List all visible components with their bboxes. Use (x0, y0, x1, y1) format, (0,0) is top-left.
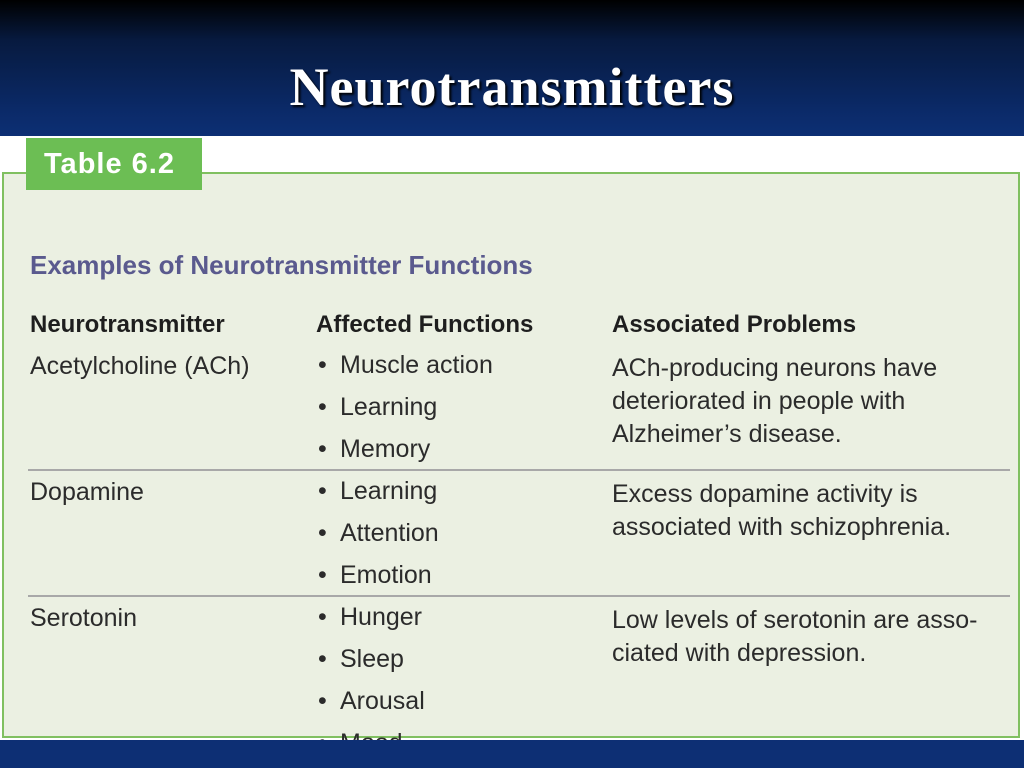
neurotransmitter-name: Dopamine (30, 478, 144, 506)
functions-list (318, 350, 493, 476)
header-affected-functions: Affected Functions (316, 311, 534, 338)
bullet-icon: • (318, 687, 327, 715)
function-item: • Emotion (318, 561, 432, 589)
function-item: • Attention (318, 519, 439, 547)
header-neurotransmitter: Neurotransmitter (30, 311, 225, 338)
neurotransmitter-name: Acetylcholine (ACh) (30, 352, 250, 380)
table-row (4, 596, 1022, 764)
bullet-icon: • (318, 645, 327, 673)
table-row (4, 344, 1022, 468)
neurotransmitter-name: Serotonin (30, 604, 138, 632)
function-item: • Learning (318, 393, 438, 421)
bottom-bar (0, 740, 1024, 768)
bullet-icon: • (318, 477, 327, 505)
header-associated-problems: Associated Problems (612, 311, 857, 338)
bullet-icon: • (318, 393, 327, 421)
slide-title: Neurotransmitters (289, 57, 735, 117)
table-number-tab: Table 6.2 (26, 138, 202, 190)
bullet-icon: • (318, 519, 327, 547)
table-row (4, 470, 1022, 594)
table-caption: Examples of Neurotransmitter Functions (30, 250, 533, 280)
associated-problem: Excess dopamine activity is associated with schizophrenia. (612, 480, 952, 541)
bullet-icon: • (318, 561, 327, 589)
bullet-icon: • (318, 435, 327, 463)
associated-problem: Low levels of serotonin are asso-ciated with depression. (612, 606, 978, 667)
function-item: • Sleep (318, 645, 404, 673)
function-item: • Memory (318, 435, 431, 463)
table-box (2, 172, 1020, 738)
function-item: • Hunger (318, 603, 422, 631)
associated-problem: ACh-producing neurons have deteriorated in people with Alzheimer’s disease. (612, 354, 938, 448)
functions-list (318, 476, 439, 602)
function-item: • Learning (318, 477, 438, 505)
function-item: • Arousal (318, 687, 425, 715)
bullet-icon: • (318, 603, 327, 631)
table-panel (0, 136, 1024, 740)
function-item: • Muscle action (318, 351, 493, 379)
bullet-icon: • (318, 351, 327, 379)
